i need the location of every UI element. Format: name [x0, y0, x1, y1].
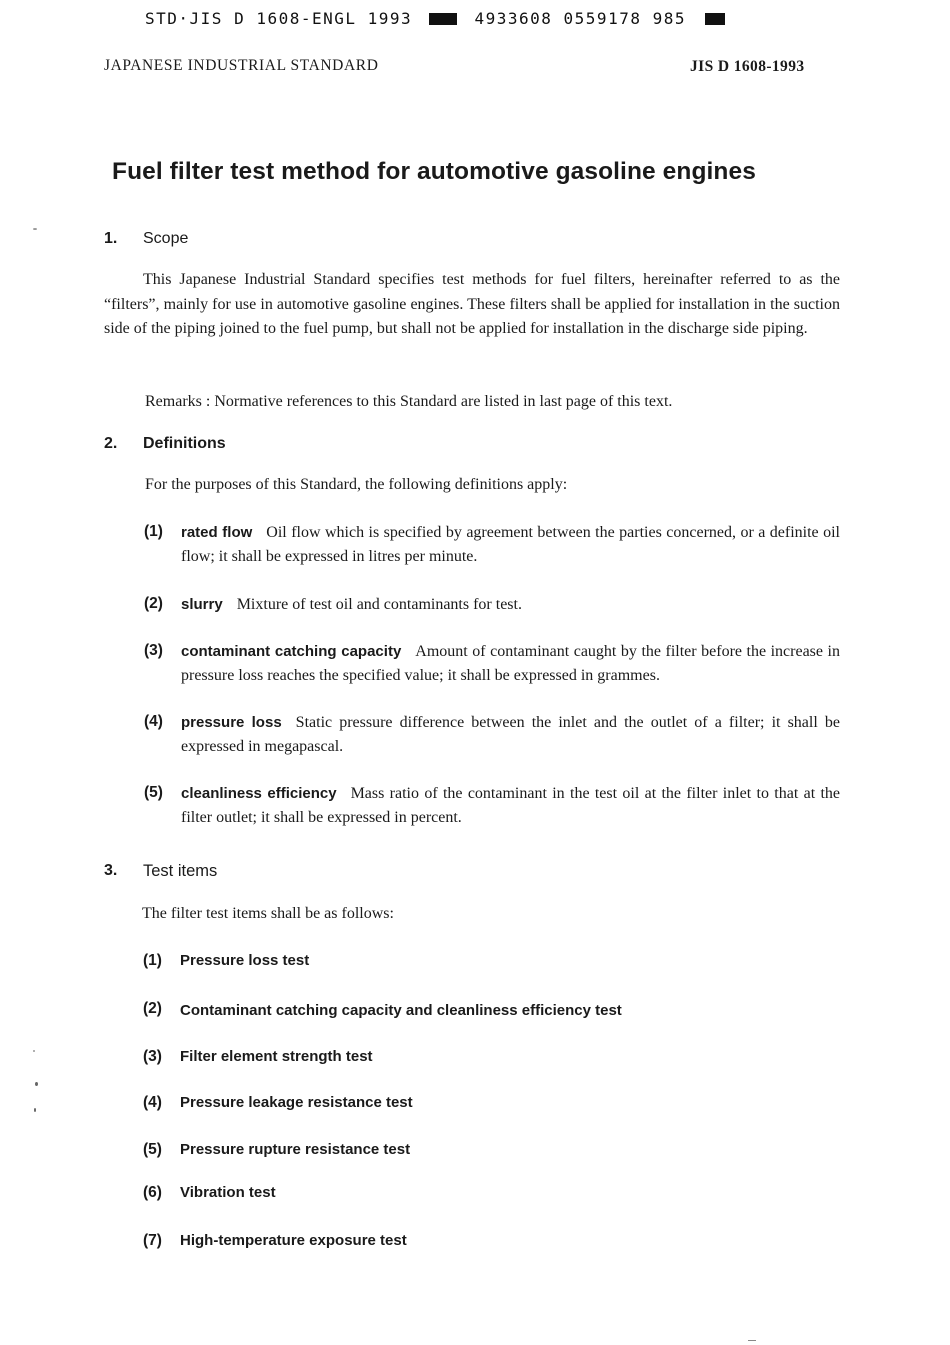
definition-term: pressure loss — [181, 714, 282, 731]
test-item-label: Filter element strength test — [180, 1048, 373, 1065]
scan-speck — [34, 1108, 36, 1112]
section-1-number: 1. — [104, 230, 118, 247]
test-item-number: (5) — [143, 1141, 162, 1158]
test-item-label: Pressure leakage resistance test — [180, 1094, 413, 1111]
test-item-label: Pressure loss test — [180, 952, 310, 969]
test-items-intro: The filter test items shall be as follows: — [142, 905, 394, 922]
definition-text: Oil flow which is specified by agreement between the parties concerned, or a definite oil flow; it shall be expressed in litres per minute. — [181, 524, 840, 565]
redaction-block — [429, 13, 457, 25]
scan-speck — [33, 228, 37, 230]
definition-item — [181, 593, 840, 617]
scan-speck — [748, 1340, 756, 1341]
definition-number: (4) — [144, 713, 163, 730]
definition-number: (2) — [144, 595, 163, 612]
definition-term: cleanliness efficiency — [181, 785, 337, 802]
definition-number: (5) — [144, 784, 163, 801]
redaction-block — [705, 13, 725, 25]
test-item-number: (2) — [143, 1000, 162, 1017]
test-item-number: (6) — [143, 1184, 162, 1201]
definition-term: slurry — [181, 596, 223, 613]
definition-term: rated flow — [181, 524, 253, 541]
definition-number: (3) — [144, 642, 163, 659]
scope-paragraph: This Japanese Industrial Standard specifies test methods for fuel filters, hereinafter referred to as the “filters”, mainly for use in automotive gasoline engines. These filters shall be applied for installation in the suction side of the piping joined to the fuel pump, but shall not be applied for installation in the discharge side piping. — [104, 271, 840, 337]
test-item-label: Pressure rupture resistance test — [180, 1141, 411, 1158]
section-2-number: 2. — [104, 435, 118, 452]
definition-text: Mass ratio of the contaminant in the test oil at the filter inlet to that at the filter outlet; it shall be expressed in percent. — [181, 785, 841, 826]
definition-item — [181, 640, 840, 687]
test-item-label: Vibration test — [180, 1184, 276, 1201]
test-item-number: (1) — [143, 952, 162, 969]
test-item-number: (3) — [143, 1048, 162, 1065]
test-item-number: (7) — [143, 1232, 162, 1249]
header-standard-number: JIS D 1608-1993 — [690, 58, 805, 75]
document-title: Fuel filter test method for automotive gasoline engines — [112, 158, 756, 185]
section-3-number: 3. — [104, 862, 118, 879]
definition-text: Static pressure difference between the inlet and the outlet of a filter; it shall be expressed in megapascal. — [181, 714, 840, 755]
test-item-number: (4) — [143, 1094, 162, 1111]
scope-remarks: Remarks : Normative references to this Standard are listed in last page of this text. — [145, 393, 673, 410]
header-standard-name: JAPANESE INDUSTRIAL STANDARD — [104, 57, 379, 74]
definition-term: contaminant catching capacity — [181, 643, 402, 660]
section-1-title: Scope — [143, 230, 189, 247]
test-item-label: Contaminant catching capacity and cleanliness efficiency test — [180, 1002, 622, 1019]
definition-item — [181, 782, 840, 829]
section-3-title: Test items — [143, 862, 218, 880]
section-2-title: Definitions — [143, 435, 226, 452]
definition-number: (1) — [144, 523, 163, 540]
stamp-code: STD·JIS D 1608-ENGL 1993 — [145, 9, 413, 28]
scan-speck — [33, 1050, 35, 1052]
test-item-label: High-temperature exposure test — [180, 1232, 407, 1249]
scan-speck — [35, 1082, 38, 1086]
document-stamp — [145, 9, 731, 28]
stamp-number: 4933608 0559178 985 — [474, 9, 686, 28]
definition-text: Amount of contaminant caught by the filter before the increase in pressure loss reaches the specified value; it shall be expressed in grammes. — [181, 643, 840, 684]
definition-item — [181, 521, 840, 568]
definitions-intro: For the purposes of this Standard, the following definitions apply: — [145, 476, 568, 493]
definition-item — [181, 711, 840, 758]
definition-text: Mixture of test oil and contaminants for test. — [236, 596, 522, 613]
